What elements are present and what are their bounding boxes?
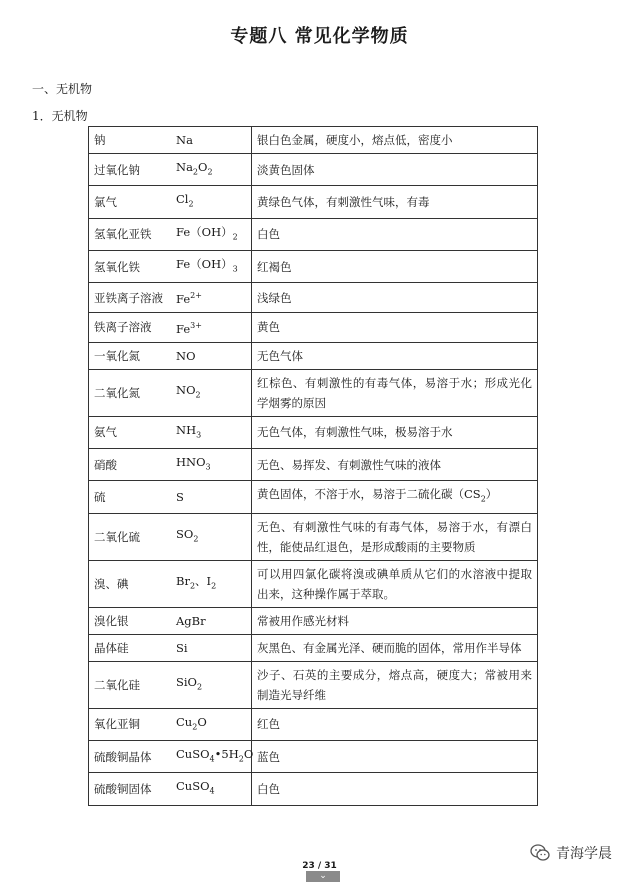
substance-name: 硫 xyxy=(89,481,172,513)
substance-formula: S xyxy=(171,481,252,513)
table-row xyxy=(89,513,538,560)
table-row xyxy=(89,607,538,634)
table-row xyxy=(89,218,538,250)
table-row xyxy=(89,250,538,282)
substance-formula: $Fe(OH)_2$ xyxy=(171,218,252,250)
substance-description: 无色气体，有刺激性气味，极易溶于水 xyxy=(252,416,538,448)
table-row xyxy=(89,369,538,416)
substance-description: 无色气体 xyxy=(252,342,538,369)
substance-description: 可以用四氯化碳将溴或碘单质从它们的水溶液中提取出来，这种操作属于萃取。 xyxy=(252,560,538,607)
substance-name: 溴化银 xyxy=(89,607,172,634)
table-row xyxy=(89,313,538,343)
substance-name: 氨气 xyxy=(89,416,172,448)
substance-description: 红棕色、有刺激性的有毒气体，易溶于水；形成光化学烟雾的原因 xyxy=(252,369,538,416)
substance-name: 一氧化氮 xyxy=(89,342,172,369)
substance-description: 黄色固体，不溶于水，易溶于二硫化碳$(CS_2)$ xyxy=(252,481,538,513)
substance-name: 亚铁离子溶液 xyxy=(89,283,172,313)
substance-description: 银白色金属，硬度小，熔点低，密度小 xyxy=(252,127,538,154)
table-row xyxy=(89,342,538,369)
substance-name: 钠 xyxy=(89,127,172,154)
substance-formula: $Fe^{2+}$ xyxy=(171,283,252,313)
chevron-down-icon: ⌄ xyxy=(319,871,327,881)
substance-formula: $CuSO_4•5H_2O$ xyxy=(171,741,252,773)
table-row xyxy=(89,186,538,218)
substance-description: 沙子、石英的主要成分，熔点高，硬度大；常被用来制造光导纤维 xyxy=(252,661,538,708)
substance-formula: $Na_2O_2$ xyxy=(171,154,252,186)
substance-description: 白色 xyxy=(252,773,538,805)
substance-name: 硫酸铜固体 xyxy=(89,773,172,805)
substance-name: 硝酸 xyxy=(89,449,172,481)
substance-description: 浅绿色 xyxy=(252,283,538,313)
substance-description: 淡黄色固体 xyxy=(252,154,538,186)
table-row xyxy=(89,283,538,313)
table-row xyxy=(89,661,538,708)
substance-formula: $Fe^{3+}$ xyxy=(171,313,252,343)
substance-formula: $Cu_2O$ xyxy=(171,708,252,740)
substance-description: 黄色 xyxy=(252,313,538,343)
substance-name: 氧化亚铜 xyxy=(89,708,172,740)
substance-description: 白色 xyxy=(252,218,538,250)
substance-description: 黄绿色气体，有刺激性气味，有毒 xyxy=(252,186,538,218)
table-row xyxy=(89,416,538,448)
table-row xyxy=(89,560,538,607)
substance-name: 氯气 xyxy=(89,186,172,218)
substance-name: 二氧化硫 xyxy=(89,513,172,560)
table-row xyxy=(89,127,538,154)
watermark-text: 青海学晨 xyxy=(556,846,612,862)
substance-formula: $NO_2$ xyxy=(171,369,252,416)
table-row xyxy=(89,741,538,773)
substance-formula: AgBr xyxy=(171,607,252,634)
substance-name: 氢氧化铁 xyxy=(89,250,172,282)
table-row xyxy=(89,481,538,513)
wechat-icon xyxy=(530,844,550,862)
substance-name: 二氧化氮 xyxy=(89,369,172,416)
substance-formula: $Br_2$、$I_2$ xyxy=(171,560,252,607)
substance-formula: $Fe(OH)_3$ xyxy=(171,250,252,282)
substance-description: 无色、有刺激性气味的有毒气体，易溶于水，有漂白性，能使品红退色，是形成酸雨的主要物质 xyxy=(252,513,538,560)
substance-name: 溴、碘 xyxy=(89,560,172,607)
substance-description: 无色、易挥发、有刺激性气味的液体 xyxy=(252,449,538,481)
substance-table xyxy=(88,126,538,806)
substance-description: 灰黑色、有金属光泽、硬而脆的固体，常用作半导体 xyxy=(252,634,538,661)
substance-formula: $HNO_3$ xyxy=(171,449,252,481)
substance-formula: SiO$_2$ xyxy=(171,661,252,708)
substance-description: 红色 xyxy=(252,708,538,740)
substance-formula: $NH_3$ xyxy=(171,416,252,448)
page-title: 专题八 常见化学物质 xyxy=(230,26,409,47)
substance-formula: $SO_2$ xyxy=(171,513,252,560)
substance-name: 晶体硅 xyxy=(89,634,172,661)
substance-formula: $Cl_2$ xyxy=(171,186,252,218)
watermark xyxy=(530,843,612,863)
substance-formula: CuSO$_4$ xyxy=(171,773,252,805)
substance-name: 过氧化钠 xyxy=(89,154,172,186)
substance-description: 红褐色 xyxy=(252,250,538,282)
sub-heading: 1．无机物 xyxy=(32,109,88,123)
table-row xyxy=(89,708,538,740)
substance-name: 铁离子溶液 xyxy=(89,313,172,343)
table-row xyxy=(89,773,538,805)
substance-description: 蓝色 xyxy=(252,741,538,773)
table-row xyxy=(89,154,538,186)
substance-name: 硫酸铜晶体 xyxy=(89,741,172,773)
substance-formula: NO xyxy=(171,342,252,369)
table-row xyxy=(89,449,538,481)
page-number: 23 / 31 xyxy=(302,861,337,871)
substance-name: 氢氧化亚铁 xyxy=(89,218,172,250)
substance-name: 二氧化硅 xyxy=(89,661,172,708)
substance-formula: Na xyxy=(171,127,252,154)
section-heading: 一、无机物 xyxy=(32,82,93,96)
table-row xyxy=(89,634,538,661)
substance-formula: Si xyxy=(171,634,252,661)
substance-table-body xyxy=(89,127,538,806)
substance-description: 常被用作感光材料 xyxy=(252,607,538,634)
scroll-down-button[interactable] xyxy=(306,871,340,882)
